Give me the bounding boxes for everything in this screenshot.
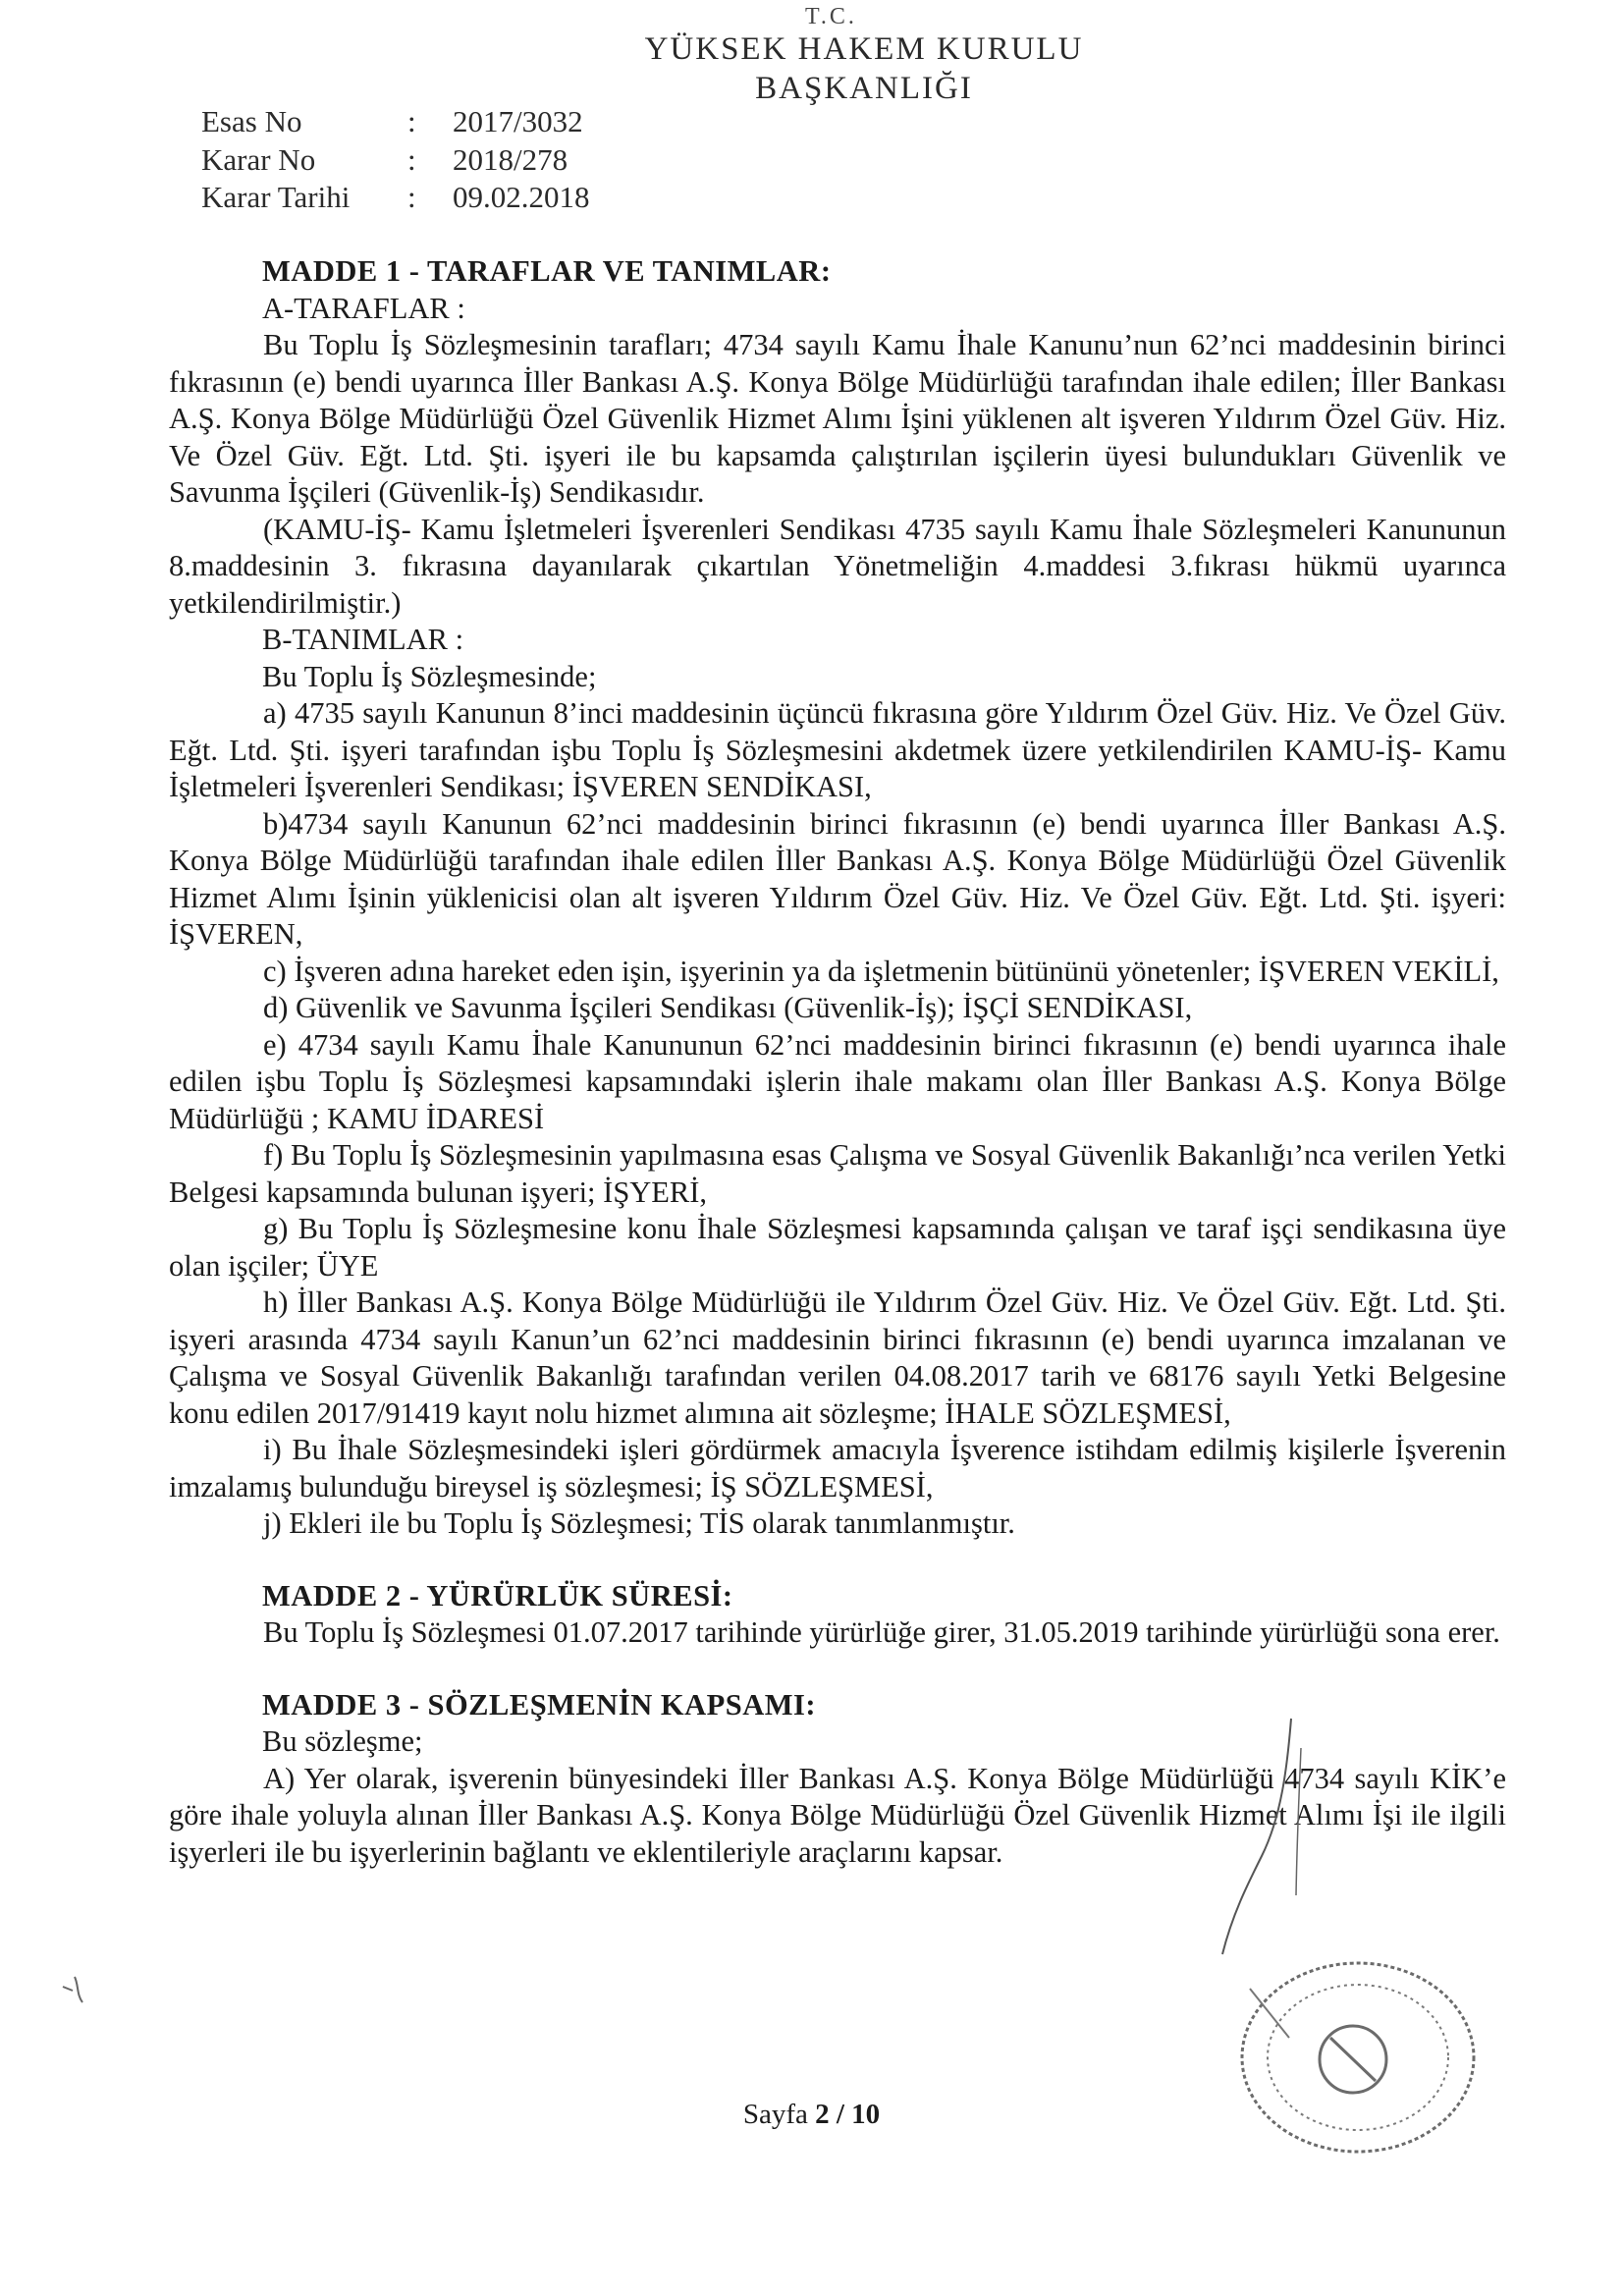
page-prefix: Sayfa <box>742 2099 808 2130</box>
meta-value: 2018/278 <box>453 142 568 177</box>
definition-item-d: d) Güvenlik ve Savunma İşçileri Sendikası (Güvenlik-İş); İŞÇİ SENDİKASI, <box>263 991 1193 1024</box>
madde1-b-intro: Bu Toplu İş Sözleşmesinde; <box>262 659 597 693</box>
page-current: 2 <box>815 2099 830 2130</box>
definition-item-i: i) Bu İhale Sözleşmesindeki işleri gördürmek amacıyla İşverence istihdam edilmiş kişilerle İşverenin imzalamış bulunduğu bireysel iş sözleşmesi; İŞ SÖZLEŞMESİ, <box>169 1433 1506 1503</box>
meta-key: Karar No <box>201 142 316 177</box>
meta-sep: : <box>407 104 416 138</box>
madde1-a-paragraph1: Bu Toplu İş Sözleşmesinin tarafları; 4734 sayılı Kamu İhale Kanunu’nun 62’nci maddesinin birinci fıkrasının (e) bendi uyarınca İller Bankası A.Ş. Konya Bölge Müdürlüğü tarafından ihale edilen; İller Bankası A.Ş. Konya Bölge Müdürlüğü Özel Güvenlik Hizmet Alımı İşini yüklenen alt işveren Yıldırım Özel Güv. Hiz. Ve Özel Güv. Eğt. Ltd. Şti. işyeri ile bu kapsamda çalıştırılan işçilerin üyesi bulundukları Güvenlik ve Savunma İşçileri (Güvenlik-İş) Sendikasıdır. <box>169 328 1506 509</box>
margin-mark-icon <box>59 1969 98 2017</box>
madde3-item-a: A) Yer olarak, işverenin bünyesindeki İller Bankası A.Ş. Konya Bölge Müdürlüğü 4734 sayılı KİK’e göre ihale yoluyla alınan İller Bankası A.Ş. Konya Bölge Müdürlüğü Özel Güvenlik Hizmet Alımı İşi ile ilgili işyerleri ile bu işyerlerinin bağlantı ve eklentileriyle araçlarını kapsar. <box>169 1761 1506 1869</box>
definition-item-b: b)4734 sayılı Kanunun 62’nci maddesinin birinci fıkrasının (e) bendi uyarınca İller Bankası A.Ş. Konya Bölge Müdürlüğü tarafından ihale edilen İller Bankası A.Ş. Konya Bölge Müdürlüğü Özel Güvenlik Hizmet Alımı İşinin yüklenicisi olan alt işveren Yıldırım Özel Güv. Hiz. Ve Özel Güv. Eğt. Ltd. Şti. işyeri: İŞVEREN, <box>169 806 1506 951</box>
meta-sep: : <box>407 142 416 177</box>
meta-key: Esas No <box>201 104 302 138</box>
meta-row-esas <box>201 104 583 139</box>
madde3-heading: MADDE 3 - SÖZLEŞMENİN KAPSAMI: <box>262 1687 817 1722</box>
page-total: 10 <box>851 2099 881 2130</box>
page-number <box>0 2099 1623 2131</box>
madde1-a-heading: A-TARAFLAR : <box>262 291 465 325</box>
madde2-heading: MADDE 2 - YÜRÜRLÜK SÜRESİ: <box>262 1578 733 1613</box>
definition-item-g: g) Bu Toplu İş Sözleşmesine konu İhale Sözleşmesi kapsamında çalışan ve taraf işçi sendikasına üye olan işçiler; ÜYE <box>169 1212 1506 1283</box>
meta-sep: : <box>407 180 416 214</box>
madde1-b-heading: B-TANIMLAR : <box>262 623 464 656</box>
meta-row-karar-tarihi <box>201 180 590 215</box>
definition-item-c: c) İşveren adına hareket eden işin, işyerinin ya da işletmenin bütününü yönetenler; İŞVEREN VEKİLİ, <box>263 954 1499 988</box>
document-body <box>169 253 1506 1871</box>
definition-item-j: j) Ekleri ile bu Toplu İş Sözleşmesi; TİS olarak tanımlanmıştır. <box>263 1506 1015 1540</box>
org-name-line1: YÜKSEK HAKEM KURULU <box>644 31 1084 67</box>
madde2-text: Bu Toplu İş Sözleşmesi 01.07.2017 tarihinde yürürlüğe girer, 31.05.2019 tarihinde yürürlüğü sona erer. <box>263 1615 1500 1649</box>
page-sep: / <box>836 2099 844 2130</box>
madde1-heading: MADDE 1 - TARAFLAR VE TANIMLAR: <box>262 254 832 288</box>
meta-row-karar <box>201 142 568 178</box>
definition-item-e: e) 4734 sayılı Kamu İhale Kanununun 62’nci maddesinin birinci fıkrasının (e) bendi uyarınca ihale edilen işbu Toplu İş Sözleşmesi kapsamındaki işlerin ihale makamı olan İller Bankası A.Ş. Konya Bölge Müdürlüğü ; KAMU İDARESİ <box>169 1027 1506 1135</box>
meta-value: 2017/3032 <box>453 104 583 138</box>
definition-item-h: h) İller Bankası A.Ş. Konya Bölge Müdürlüğü ile Yıldırım Özel Güv. Hiz. Ve Özel Güv. Eğt. Ltd. Şti. işyeri arasında 4734 sayılı Kanun’un 62’nci maddesinin birinci fıkrasının (e) bendi uyarınca imzalanan ve Çalışma ve Sosyal Güvenlik Bakanlığı tarafından verilen 04.08.2017 tarih ve 68176 sayılı Yetki Belgesine konu edilen 2017/91419 kayıt nolu hizmet alımına ait sözleşme; İHALE SÖZLEŞMESİ, <box>169 1285 1506 1430</box>
meta-key: Karar Tarihi <box>201 180 351 214</box>
org-name-line2: BAŞKANLIĞI <box>755 71 973 106</box>
tc-abbrev: T.C. <box>805 4 857 29</box>
signature-mark <box>1203 1709 1311 1969</box>
meta-value: 09.02.2018 <box>453 180 590 214</box>
definition-item-a: a) 4735 sayılı Kanunun 8’inci maddesinin üçüncü fıkrasına göre Yıldırım Özel Güv. Hiz. Ve Özel Güv. Eğt. Ltd. Şti. işyeri tarafından işbu Toplu İş Sözleşmesini akdetmek üzere yetkilendirilen KAMU-İŞ- Kamu İşletmeleri İşverenleri Sendikası; İŞVEREN SENDİKASI, <box>169 696 1506 803</box>
madde3-intro: Bu sözleşme; <box>262 1724 423 1758</box>
madde1-a-paragraph2: (KAMU-İŞ- Kamu İşletmeleri İşverenleri Sendikası 4735 sayılı Kamu İhale Sözleşmeleri Kanununun 8.maddesinin 3. fıkrasına dayanılarak çıkartılan Yönetmeliğin 4.maddesi 3.fıkrası hükmü uyarınca yetkilendirilmiştir.) <box>169 512 1506 620</box>
stamp-seal <box>1220 1949 1495 2170</box>
definition-item-f: f) Bu Toplu İş Sözleşmesinin yapılmasına esas Çalışma ve Sosyal Güvenlik Bakanlığı’nca verilen Yetki Belgesi kapsamında bulunan işyeri; İŞYERİ, <box>169 1138 1506 1209</box>
